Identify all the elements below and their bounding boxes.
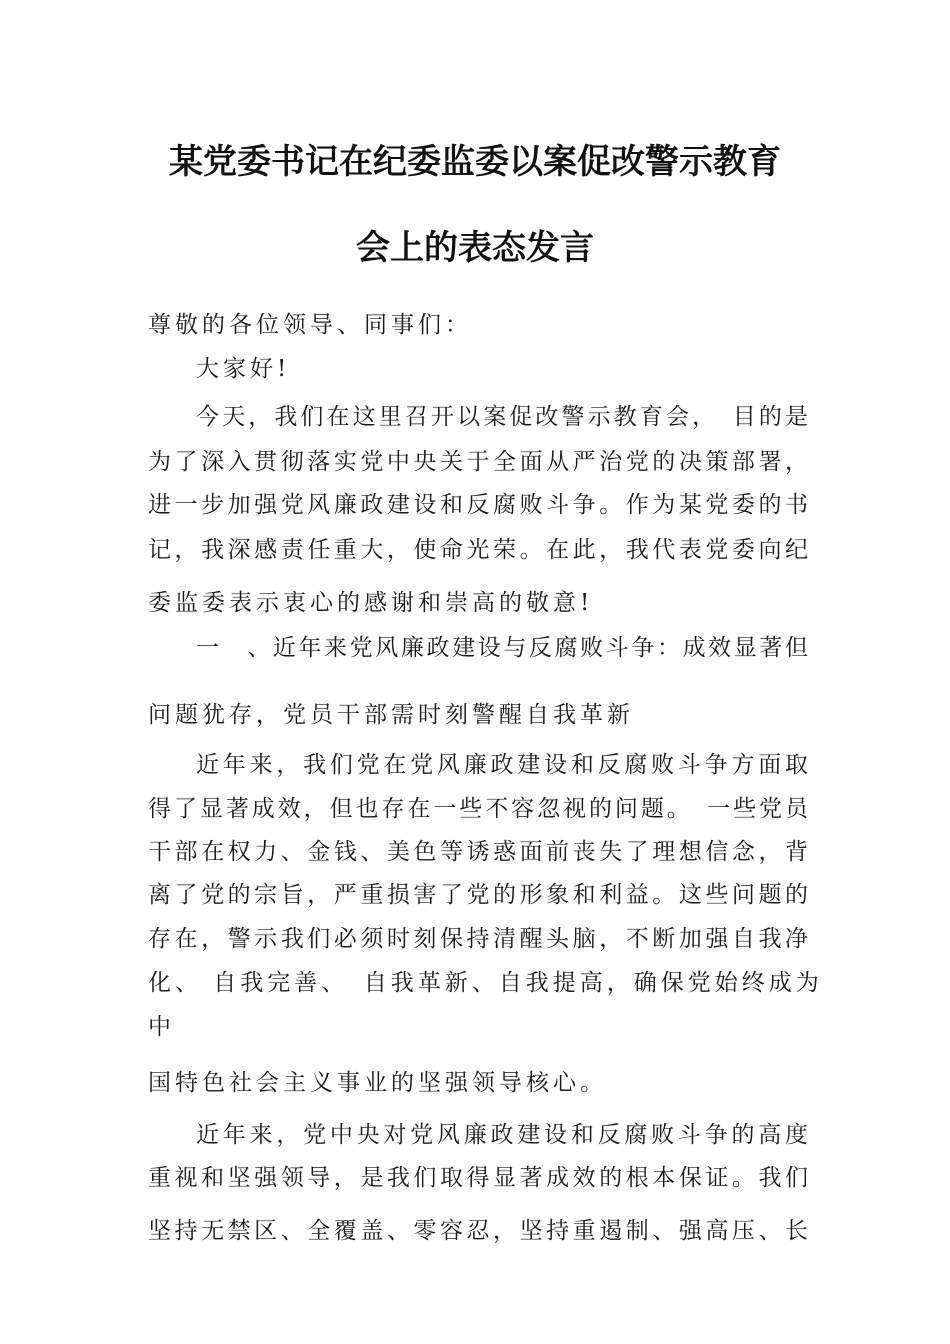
paragraph-line: 离了党的宗旨，严重损害了党的形象和利益。这些问题的 [148, 882, 808, 908]
section-heading-line: 一 、近年来党风廉政建设与反腐败斗争：成效显著但 [196, 635, 808, 661]
document-title-line-1: 某党委书记在纪委监委以案促改警示教育 [169, 142, 781, 182]
paragraph-line: 重视和坚强领导，是我们取得显著成效的根本保证。我们 [148, 1165, 808, 1191]
paragraph-line: 委监委表示衷心的感谢和崇高的敬意! [148, 590, 594, 616]
paragraph-line: 国特色社会主义事业的坚强领导核心。 [148, 1070, 607, 1096]
section-heading-line: 问题犹存，党员干部需时刻警醒自我革新 [148, 702, 634, 728]
paragraph-line: 进一步加强党风廉政建设和反腐败斗争。作为某党委的书 [148, 492, 808, 518]
paragraph-line: 近年来，我们党在党风廉政建设和反腐败斗争方面取 [196, 752, 808, 778]
paragraph-line: 中 [148, 1014, 175, 1040]
paragraph-line: 存在，警示我们必须时刻保持清醒头脑，不断加强自我净 [148, 926, 808, 952]
salutation: 尊敬的各位领导、同事们： [148, 312, 472, 338]
paragraph-line: 干部在权力、金钱、美色等诱惑面前丧失了理想信念，背 [148, 839, 808, 865]
document-title-line-2: 会上的表态发言 [356, 228, 594, 268]
paragraph-line: 今天，我们在这里召开以案促改警示教育会， 目的是 [196, 404, 808, 430]
paragraph-line: 坚持无禁区、全覆盖、零容忍，坚持重遏制、强高压、长 [148, 1218, 808, 1244]
paragraph-line: 为了深入贯彻落实党中央关于全面从严治党的决策部署， [148, 449, 808, 475]
greeting: 大家好! [196, 356, 291, 382]
paragraph-line: 化、 自我完善、 自我革新、自我提高，确保党始终成为 [148, 970, 823, 996]
paragraph-line: 记，我深感责任重大，使命光荣。在此，我代表党委向纪 [148, 537, 808, 563]
paragraph-line: 得了显著成效，但也存在一些不容忽视的问题。 一些党员 [148, 796, 808, 822]
paragraph-line: 近年来，党中央对党风廉政建设和反腐败斗争的高度 [196, 1122, 808, 1148]
